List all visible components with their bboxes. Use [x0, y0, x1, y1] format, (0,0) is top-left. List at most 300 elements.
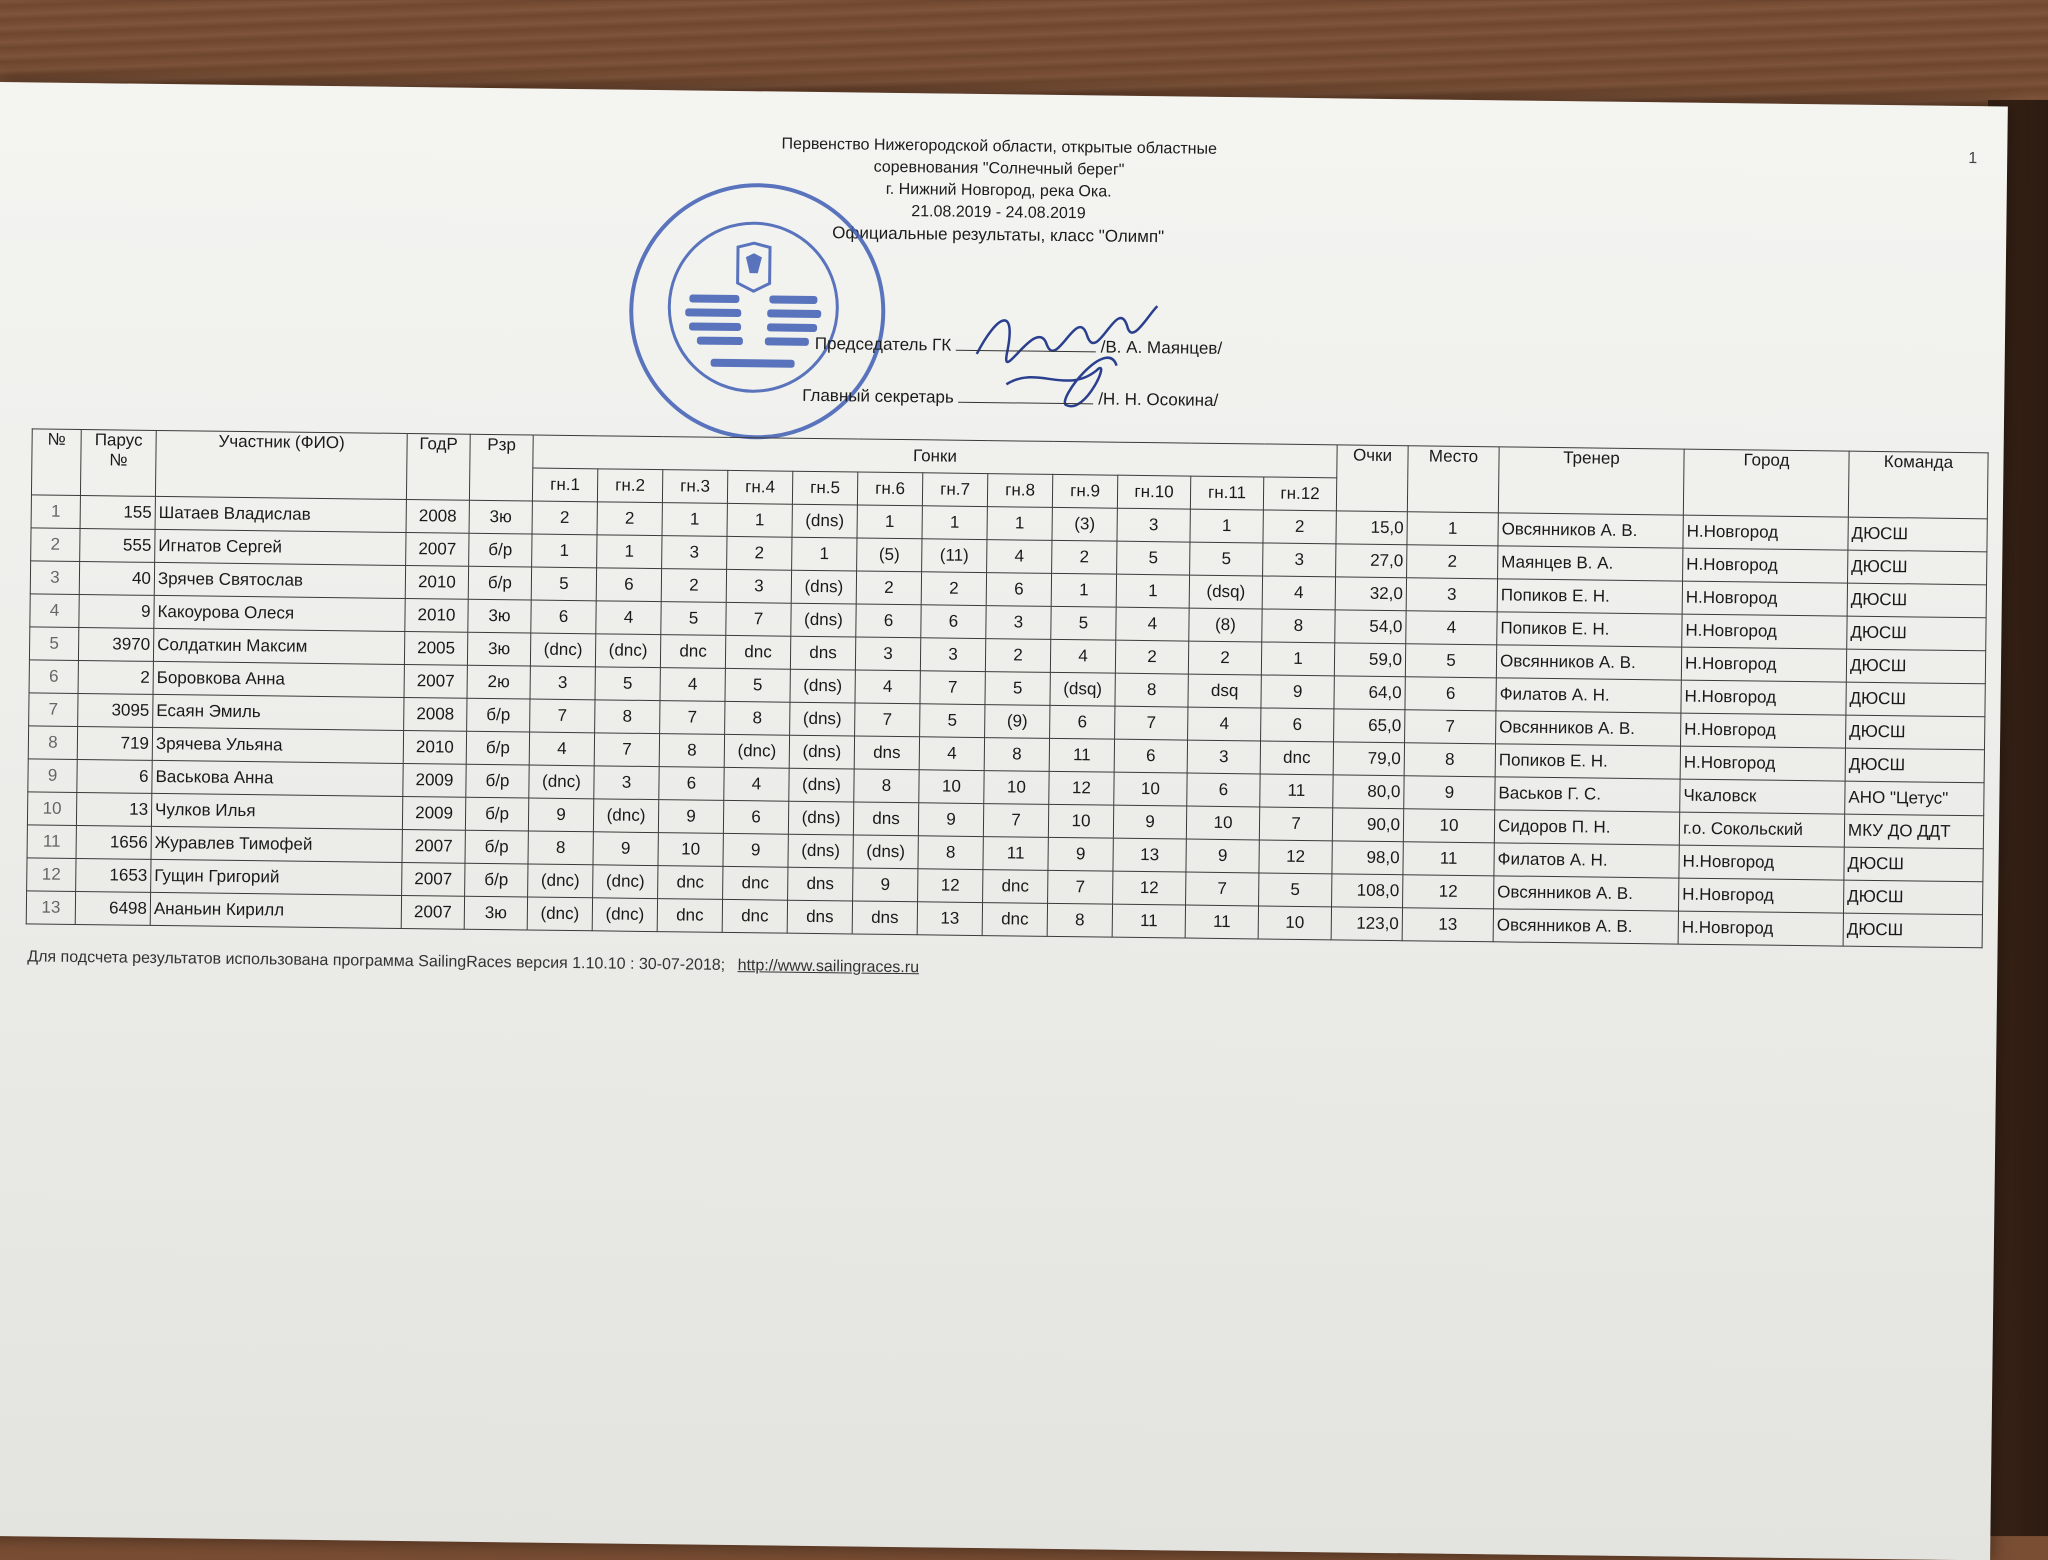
cell-points: 65,0 [1334, 709, 1405, 743]
cell-race: dns [788, 867, 853, 901]
cell-race: (dns) [853, 835, 918, 869]
cell-year: 2007 [404, 664, 467, 698]
cell-race: 2 [1115, 640, 1188, 674]
cell-num: 8 [28, 726, 77, 760]
cell-coach: Маянцев В. А. [1498, 546, 1683, 581]
cell-race: (dsq) [1189, 575, 1262, 609]
cell-coach: Сидоров П. Н. [1494, 810, 1679, 845]
cell-race: 3 [986, 606, 1051, 640]
cell-name: Зрячев Святослав [154, 562, 405, 598]
cell-place: 4 [1406, 611, 1497, 645]
cell-sail: 9 [79, 595, 154, 629]
cell-race: (dns) [790, 669, 855, 703]
cell-coach: Филатов А. Н. [1494, 843, 1679, 878]
cell-name: Солдаткин Максим [153, 628, 404, 664]
cell-race: 6 [1114, 739, 1187, 773]
cell-sail: 1653 [76, 858, 151, 892]
cell-city: Н.Новгород [1678, 911, 1843, 946]
cell-coach: Овсянников А. В. [1496, 645, 1681, 680]
cell-race: 8 [725, 701, 790, 735]
race-header: гн.8 [987, 474, 1052, 508]
cell-race: 9 [853, 868, 918, 902]
cell-place: 10 [1403, 809, 1494, 843]
cell-race: dnc [982, 903, 1047, 937]
cell-sail: 6498 [75, 891, 150, 925]
cell-team: ДЮСШ [1845, 748, 1984, 783]
cell-points: 98,0 [1332, 841, 1403, 875]
col-participant: Участник (ФИО) [155, 430, 407, 499]
cell-points: 123,0 [1331, 907, 1402, 941]
cell-name: Чулков Илья [151, 793, 402, 829]
cell-race: 4 [660, 668, 725, 702]
cell-rank: б/р [465, 830, 528, 864]
col-team: Команда [1848, 451, 1988, 519]
cell-race: 1 [857, 505, 922, 539]
cell-rank: б/р [469, 533, 532, 567]
cell-race: (dns) [788, 801, 853, 835]
cell-team: ДЮСШ [1843, 913, 1982, 948]
cell-num: 5 [29, 627, 78, 661]
cell-place: 13 [1402, 908, 1493, 942]
cell-race: 6 [921, 605, 986, 639]
cell-race: 7 [1186, 872, 1259, 906]
cell-race: 5 [661, 602, 726, 636]
cell-num: 7 [29, 693, 78, 727]
cell-race: 9 [1186, 839, 1259, 873]
cell-num: 12 [27, 858, 76, 892]
cell-points: 80,0 [1333, 775, 1404, 809]
race-header: гн.5 [792, 471, 857, 505]
cell-race: 10 [984, 771, 1049, 805]
header-line: 21.08.2019 - 24.08.2019 [911, 203, 1086, 223]
cell-race: (9) [985, 705, 1050, 739]
cell-city: Н.Новгород [1682, 614, 1847, 649]
cell-race: 8 [1115, 673, 1188, 707]
cell-rank: б/р [465, 863, 528, 897]
cell-year: 2010 [405, 598, 468, 632]
chair-label: Председатель ГК [814, 333, 952, 355]
cell-points: 79,0 [1333, 742, 1404, 776]
cell-coach: Овсянников А. В. [1493, 909, 1678, 944]
cell-city: Н.Новгород [1678, 878, 1843, 913]
cell-race: 5 [725, 668, 790, 702]
cell-race: dnc [660, 635, 725, 669]
cell-race: 7 [1115, 706, 1188, 740]
cell-race: dnc [658, 866, 723, 900]
cell-race: 7 [660, 701, 725, 735]
cell-rank: б/р [466, 731, 529, 765]
cell-race: 9 [1261, 675, 1334, 709]
cell-num: 10 [27, 792, 76, 826]
cell-year: 2007 [402, 829, 465, 863]
cell-race: dns [790, 636, 855, 670]
cell-race: (dns) [788, 834, 853, 868]
cell-coach: Овсянников А. В. [1494, 876, 1679, 911]
cell-race: 1 [727, 503, 792, 537]
cell-city: Н.Новгород [1680, 746, 1845, 781]
race-header: гн.3 [662, 470, 727, 504]
cell-race: dsq [1188, 674, 1261, 708]
cell-year: 2010 [405, 565, 468, 599]
cell-race: 5 [1190, 542, 1263, 576]
cell-race: 8 [918, 836, 983, 870]
cell-city: Чкаловск [1680, 779, 1845, 814]
cell-race: 8 [854, 769, 919, 803]
cell-race: (8) [1189, 608, 1262, 642]
cell-race: 1 [1051, 573, 1116, 607]
cell-race: 1 [662, 503, 727, 537]
cell-race: dnc [722, 899, 787, 933]
cell-year: 2008 [406, 499, 469, 533]
cell-race: 2 [532, 501, 597, 535]
cell-race: dns [787, 900, 852, 934]
cell-team: ДЮСШ [1848, 550, 1987, 585]
cell-race: (dns) [791, 570, 856, 604]
cell-points: 59,0 [1334, 643, 1405, 677]
cell-place: 2 [1407, 545, 1498, 579]
cell-name: Боровкова Анна [153, 661, 404, 697]
cell-race: 1 [792, 537, 857, 571]
cell-race: 10 [1114, 772, 1187, 806]
cell-name: Игнатов Сергей [155, 529, 406, 565]
cell-name: Ананьин Кирилл [150, 892, 401, 928]
cell-sail: 40 [79, 562, 154, 596]
cell-race: (dns) [790, 702, 855, 736]
cell-team: ДЮСШ [1844, 847, 1983, 882]
cell-team: МКУ ДО ДДТ [1844, 814, 1983, 849]
secretary-label: Главный секретарь [802, 385, 954, 407]
cell-race: 7 [726, 602, 791, 636]
cell-coach: Овсянников А. В. [1496, 711, 1681, 746]
cell-race: (dnc) [593, 799, 658, 833]
cell-sail: 1656 [76, 825, 151, 859]
cell-team: ДЮСШ [1848, 517, 1987, 552]
header-line: г. Нижний Новгород, река Ока. [885, 180, 1112, 201]
cell-race: 4 [724, 767, 789, 801]
cell-race: 4 [855, 670, 920, 704]
cell-num: 2 [31, 528, 80, 562]
cell-num: 9 [28, 759, 77, 793]
cell-city: Н.Новгород [1681, 713, 1846, 748]
cell-race: 6 [659, 767, 724, 801]
cell-race: 8 [528, 831, 593, 865]
cell-race: 2 [856, 571, 921, 605]
cell-race: dnc [657, 899, 722, 933]
cell-race: 12 [1113, 871, 1186, 905]
cell-sail: 2 [78, 661, 153, 695]
cell-num: 11 [27, 825, 76, 859]
cell-race: 2 [921, 572, 986, 606]
cell-name: Васькова Анна [152, 760, 403, 796]
cell-points: 90,0 [1332, 808, 1403, 842]
cell-year: 2007 [401, 895, 464, 929]
cell-race: 11 [983, 837, 1048, 871]
cell-race: 6 [596, 568, 661, 602]
cell-race: 3 [920, 638, 985, 672]
cell-coach: Попиков Е. Н. [1497, 612, 1682, 647]
cell-race: 1 [922, 506, 987, 540]
cell-race: 5 [1051, 606, 1116, 640]
cell-race: (5) [857, 538, 922, 572]
cell-race: 11 [1049, 738, 1114, 772]
cell-coach: Филатов А. Н. [1496, 678, 1681, 713]
cell-name: Какоурова Олеся [154, 595, 405, 631]
cell-race: 8 [595, 700, 660, 734]
cell-coach: Овсянников А. В. [1498, 513, 1683, 548]
cell-race: 3 [530, 666, 595, 700]
cell-race: 5 [920, 704, 985, 738]
cell-year: 2010 [403, 730, 466, 764]
cell-sail: 6 [77, 759, 152, 793]
col-place: Место [1407, 446, 1499, 513]
cell-race: 11 [1185, 905, 1258, 939]
cell-race: 10 [658, 833, 723, 867]
cell-race: (dnc) [527, 897, 592, 931]
cell-points: 32,0 [1335, 577, 1406, 611]
cell-sail: 3095 [78, 693, 153, 727]
cell-race: 13 [917, 902, 982, 936]
cell-race: 4 [529, 732, 594, 766]
cell-race: 9 [723, 833, 788, 867]
cell-rank: б/р [467, 698, 530, 732]
cell-team: ДЮСШ [1846, 649, 1985, 684]
cell-place: 5 [1405, 644, 1496, 678]
cell-points: 64,0 [1334, 676, 1405, 710]
cell-race: (11) [922, 539, 987, 573]
cell-place: 1 [1407, 512, 1498, 546]
cell-race: 11 [1112, 904, 1185, 938]
cell-race: 3 [594, 766, 659, 800]
cell-race: dnc [725, 635, 790, 669]
cell-rank: 3ю [467, 632, 530, 666]
cell-race: 6 [531, 600, 596, 634]
cell-rank: б/р [466, 764, 529, 798]
race-header: гн.7 [922, 473, 987, 507]
cell-race: 8 [984, 738, 1049, 772]
col-sail: Парус № [80, 430, 156, 497]
cell-rank: б/р [468, 566, 531, 600]
cell-team: ДЮСШ [1843, 880, 1982, 915]
cell-team: ДЮСШ [1847, 583, 1986, 618]
cell-sail: 719 [77, 726, 152, 760]
cell-race: 7 [1048, 870, 1113, 904]
cell-race: dnc [1260, 741, 1333, 775]
race-header: гн.10 [1117, 475, 1190, 509]
cell-name: Гущин Григорий [151, 859, 402, 895]
cell-team: АНО "Цетус" [1845, 781, 1984, 816]
cell-race: (dns) [792, 504, 857, 538]
results-sheet [0, 82, 2008, 1560]
cell-race: 10 [1258, 906, 1331, 940]
race-header: гн.9 [1052, 474, 1117, 508]
cell-name: Шатаев Владислав [155, 496, 406, 532]
cell-race: 4 [1188, 707, 1261, 741]
cell-rank: 3ю [464, 896, 527, 930]
cell-points: 15,0 [1336, 511, 1407, 545]
chair-name: /В. А. Маянцев/ [1100, 337, 1223, 358]
footer-note [27, 948, 919, 977]
cell-race: 1 [532, 534, 597, 568]
cell-city: Н.Новгород [1683, 515, 1848, 550]
cell-race: (dns) [789, 768, 854, 802]
cell-rank: 2ю [467, 665, 530, 699]
cell-race: 9 [528, 798, 593, 832]
cell-points: 27,0 [1336, 544, 1407, 578]
cell-team: ДЮСШ [1847, 616, 1986, 651]
cell-race: 2 [1188, 641, 1261, 675]
cell-race: 12 [1259, 840, 1332, 874]
cell-race: 7 [855, 703, 920, 737]
cell-year: 2009 [403, 763, 466, 797]
cell-race: 4 [1262, 576, 1335, 610]
cell-race: 13 [1113, 838, 1186, 872]
cell-race: 9 [918, 803, 983, 837]
cell-race: 9 [658, 800, 723, 834]
race-header: гн.6 [857, 472, 922, 506]
cell-place: 3 [1406, 578, 1497, 612]
cell-race: 2 [727, 536, 792, 570]
cell-race: 6 [986, 573, 1051, 607]
cell-race: 5 [985, 672, 1050, 706]
cell-race: dns [854, 736, 919, 770]
cell-race: 1 [1116, 574, 1189, 608]
cell-race: 8 [1047, 903, 1112, 937]
cell-rank: 3ю [468, 599, 531, 633]
col-races: Гонки [533, 435, 1337, 478]
footer-text: Для подсчета результатов использована программа SailingRaces версия 1.10.10 : 30-07-2018; [27, 948, 726, 974]
cell-sail: 3970 [78, 628, 153, 662]
cell-name: Журавлев Тимофей [151, 826, 402, 862]
cell-name: Есаян Эмиль [153, 694, 404, 730]
cell-race: 4 [1050, 639, 1115, 673]
col-year: ГодР [406, 434, 470, 501]
cell-place: 9 [1404, 776, 1495, 810]
col-coach: Тренер [1498, 447, 1684, 515]
cell-race: 3 [662, 536, 727, 570]
header-line: соревнования "Солнечный берег" [873, 158, 1125, 179]
cell-race: 11 [1260, 774, 1333, 808]
page-number: 1 [1968, 150, 1978, 168]
cell-race: 3 [1187, 740, 1260, 774]
cell-race: (dnc) [530, 633, 595, 667]
cell-race: (dsq) [1050, 672, 1115, 706]
cell-race: (dnc) [529, 765, 594, 799]
cell-race: dnc [723, 866, 788, 900]
cell-year: 2007 [402, 862, 465, 896]
cell-coach: Попиков Е. Н. [1495, 744, 1680, 779]
cell-race: 3 [1117, 508, 1190, 542]
cell-race: 4 [987, 540, 1052, 574]
cell-race: 7 [983, 804, 1048, 838]
cell-team: ДЮСШ [1846, 715, 1985, 750]
cell-num: 13 [26, 891, 75, 925]
cell-sail: 555 [80, 529, 155, 563]
cell-city: Н.Новгород [1683, 548, 1848, 583]
cell-place: 6 [1405, 677, 1496, 711]
cell-name: Зрячева Ульяна [152, 727, 403, 763]
cell-race: (3) [1052, 507, 1117, 541]
cell-points: 108,0 [1332, 874, 1403, 908]
cell-city: г.о. Сокольский [1679, 812, 1844, 847]
cell-race: 9 [593, 832, 658, 866]
cell-race: (dnc) [528, 864, 593, 898]
cell-race: 10 [1186, 806, 1259, 840]
cell-race: 5 [531, 567, 596, 601]
cell-race: 1 [1190, 509, 1263, 543]
cell-race: 1 [597, 535, 662, 569]
cell-race: 2 [1263, 510, 1336, 544]
cell-race: 5 [595, 667, 660, 701]
cell-race: 6 [723, 800, 788, 834]
cell-race: 7 [1259, 807, 1332, 841]
results-body [26, 495, 1987, 948]
cell-race: (dnc) [595, 634, 660, 668]
cell-race: 9 [1113, 805, 1186, 839]
cell-coach: Попиков Е. Н. [1497, 579, 1682, 614]
cell-place: 7 [1405, 710, 1496, 744]
cell-race: 10 [919, 770, 984, 804]
cell-race: 12 [918, 869, 983, 903]
cell-race: 12 [1049, 771, 1114, 805]
cell-rank: б/р [465, 797, 528, 831]
cell-race: 4 [1116, 607, 1189, 641]
secretary-name: /Н. Н. Осокина/ [1098, 389, 1219, 410]
cell-race: 3 [855, 637, 920, 671]
cell-race: (dnc) [593, 865, 658, 899]
cell-city: Н.Новгород [1679, 845, 1844, 880]
header-line: Официальные результаты, класс "Олимп" [832, 223, 1165, 247]
cell-rank: 3ю [469, 500, 532, 534]
cell-race: 2 [597, 502, 662, 536]
cell-team: ДЮСШ [1846, 682, 1985, 717]
cell-race: 6 [856, 604, 921, 638]
cell-race: 5 [1259, 873, 1332, 907]
cell-race: 7 [920, 671, 985, 705]
cell-num: 4 [30, 594, 79, 628]
cell-race: 7 [530, 699, 595, 733]
cell-race: dnc [983, 870, 1048, 904]
results-table [26, 428, 1989, 948]
cell-year: 2005 [404, 631, 467, 665]
cell-race: 9 [1048, 837, 1113, 871]
cell-race: 2 [1052, 540, 1117, 574]
cell-place: 12 [1403, 875, 1494, 909]
cell-race: 2 [661, 569, 726, 603]
cell-year: 2009 [402, 796, 465, 830]
cell-race: (dns) [789, 735, 854, 769]
cell-race: 3 [1263, 543, 1336, 577]
cell-city: Н.Новгород [1681, 680, 1846, 715]
header-line: Первенство Нижегородской области, открытые областные [781, 135, 1218, 158]
cell-num: 1 [31, 495, 80, 529]
cell-race: (dns) [791, 603, 856, 637]
footer-link[interactable]: http://www.sailingraces.ru [737, 957, 920, 977]
cell-race: 4 [596, 601, 661, 635]
race-header: гн.1 [532, 468, 597, 502]
race-header: гн.4 [727, 470, 792, 504]
cell-race: 7 [594, 733, 659, 767]
cell-race: 10 [1048, 804, 1113, 838]
col-points: Очки [1336, 445, 1408, 512]
cell-race: 8 [659, 734, 724, 768]
cell-race: (dnc) [724, 734, 789, 768]
cell-race: 8 [1262, 609, 1335, 643]
cell-points: 54,0 [1335, 610, 1406, 644]
cell-race: 6 [1050, 705, 1115, 739]
cell-race: 6 [1187, 773, 1260, 807]
race-header: гн.12 [1263, 477, 1336, 511]
race-header: гн.11 [1190, 476, 1263, 510]
